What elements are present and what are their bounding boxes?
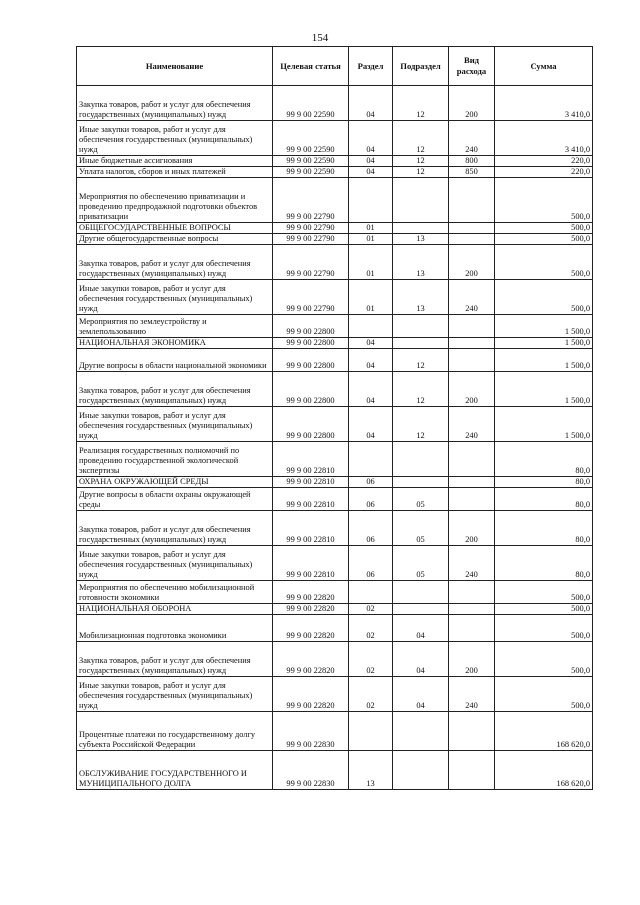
table-row — [77, 280, 593, 315]
cell-sum: 220,0 — [495, 167, 593, 178]
cell-name: Иные закупки товаров, работ и услуг для обеспечения государственных (муниципальных) нужд — [77, 546, 273, 581]
cell-sum: 1 500,0 — [495, 349, 593, 372]
cell-type — [449, 477, 495, 488]
cell-name: Закупка товаров, работ и услуг для обеспечения государственных (муниципальных) нужд — [77, 642, 273, 677]
cell-target: 99 9 00 22590 — [273, 156, 349, 167]
table-row — [77, 488, 593, 511]
cell-name: Другие вопросы в области охраны окружающей среды — [77, 488, 273, 511]
cell-subsection — [393, 751, 449, 790]
cell-sum: 500,0 — [495, 178, 593, 223]
cell-type: 200 — [449, 511, 495, 546]
cell-sum: 168 620,0 — [495, 712, 593, 751]
cell-name: Закупка товаров, работ и услуг для обеспечения государственных (муниципальных) нужд — [77, 245, 273, 280]
cell-name: ОБСЛУЖИВАНИЕ ГОСУДАРСТВЕННОГО И МУНИЦИПАЛЬНОГО ДОЛГА — [77, 751, 273, 790]
table-row — [77, 245, 593, 280]
cell-subsection: 05 — [393, 546, 449, 581]
cell-type — [449, 751, 495, 790]
cell-sum: 168 620,0 — [495, 751, 593, 790]
table-row — [77, 178, 593, 223]
cell-sum: 500,0 — [495, 280, 593, 315]
cell-section: 06 — [349, 488, 393, 511]
cell-section: 04 — [349, 156, 393, 167]
cell-subsection: 12 — [393, 86, 449, 121]
cell-section: 01 — [349, 245, 393, 280]
cell-type — [449, 615, 495, 642]
cell-name: Уплата налогов, сборов и иных платежей — [77, 167, 273, 178]
cell-subsection — [393, 477, 449, 488]
table-row — [77, 349, 593, 372]
cell-sum: 3 410,0 — [495, 121, 593, 156]
cell-sum: 3 410,0 — [495, 86, 593, 121]
cell-sum: 220,0 — [495, 156, 593, 167]
cell-subsection: 05 — [393, 488, 449, 511]
cell-sum: 500,0 — [495, 677, 593, 712]
header-sum: Сумма — [495, 47, 593, 86]
cell-target: 99 9 00 22810 — [273, 477, 349, 488]
cell-target: 99 9 00 22820 — [273, 677, 349, 712]
cell-section: 04 — [349, 338, 393, 349]
cell-target: 99 9 00 22790 — [273, 245, 349, 280]
cell-type — [449, 604, 495, 615]
cell-type: 200 — [449, 372, 495, 407]
cell-type — [449, 488, 495, 511]
table-row — [77, 86, 593, 121]
cell-subsection: 05 — [393, 511, 449, 546]
cell-name: Иные закупки товаров, работ и услуг для обеспечения государственных (муниципальных) нужд — [77, 677, 273, 712]
cell-type — [449, 349, 495, 372]
table-row — [77, 581, 593, 604]
cell-subsection: 13 — [393, 280, 449, 315]
cell-section: 04 — [349, 86, 393, 121]
cell-name: ОБЩЕГОСУДАРСТВЕННЫЕ ВОПРОСЫ — [77, 223, 273, 234]
table-row — [77, 121, 593, 156]
cell-section — [349, 442, 393, 477]
cell-type: 850 — [449, 167, 495, 178]
cell-type — [449, 315, 495, 338]
header-subsection: Подраздел — [393, 47, 449, 86]
cell-name: Мобилизационная подготовка экономики — [77, 615, 273, 642]
cell-section: 13 — [349, 751, 393, 790]
table-row — [77, 315, 593, 338]
cell-sum: 1 500,0 — [495, 372, 593, 407]
cell-sum: 500,0 — [495, 223, 593, 234]
cell-target: 99 9 00 22830 — [273, 751, 349, 790]
cell-target: 99 9 00 22810 — [273, 488, 349, 511]
cell-section: 04 — [349, 407, 393, 442]
cell-section: 06 — [349, 511, 393, 546]
cell-type: 800 — [449, 156, 495, 167]
cell-target: 99 9 00 22830 — [273, 712, 349, 751]
cell-name: Закупка товаров, работ и услуг для обеспечения государственных (муниципальных) нужд — [77, 372, 273, 407]
cell-section: 02 — [349, 642, 393, 677]
cell-target: 99 9 00 22800 — [273, 349, 349, 372]
cell-sum: 500,0 — [495, 234, 593, 245]
cell-section: 04 — [349, 349, 393, 372]
cell-type: 240 — [449, 280, 495, 315]
cell-type — [449, 178, 495, 223]
cell-target: 99 9 00 22810 — [273, 442, 349, 477]
cell-subsection — [393, 604, 449, 615]
cell-name: ОХРАНА ОКРУЖАЮЩЕЙ СРЕДЫ — [77, 477, 273, 488]
header-type: Вид расхода — [449, 47, 495, 86]
cell-name: НАЦИОНАЛЬНАЯ ЭКОНОМИКА — [77, 338, 273, 349]
cell-type: 200 — [449, 245, 495, 280]
cell-section: 02 — [349, 615, 393, 642]
cell-sum: 500,0 — [495, 642, 593, 677]
cell-type: 240 — [449, 407, 495, 442]
cell-subsection: 04 — [393, 615, 449, 642]
cell-target: 99 9 00 22820 — [273, 581, 349, 604]
cell-target: 99 9 00 22800 — [273, 407, 349, 442]
table-row — [77, 615, 593, 642]
table-row — [77, 372, 593, 407]
cell-type — [449, 712, 495, 751]
cell-section — [349, 712, 393, 751]
cell-subsection: 12 — [393, 121, 449, 156]
cell-section: 06 — [349, 546, 393, 581]
cell-type: 240 — [449, 677, 495, 712]
cell-sum: 80,0 — [495, 546, 593, 581]
cell-target: 99 9 00 22590 — [273, 121, 349, 156]
cell-section: 04 — [349, 121, 393, 156]
cell-section: 04 — [349, 167, 393, 178]
table-row — [77, 223, 593, 234]
cell-section: 01 — [349, 280, 393, 315]
cell-sum: 1 500,0 — [495, 407, 593, 442]
cell-section: 01 — [349, 223, 393, 234]
table-body — [77, 86, 593, 790]
cell-section: 06 — [349, 477, 393, 488]
table-row — [77, 511, 593, 546]
cell-subsection — [393, 315, 449, 338]
cell-target: 99 9 00 22590 — [273, 86, 349, 121]
cell-section: 04 — [349, 372, 393, 407]
cell-target: 99 9 00 22790 — [273, 280, 349, 315]
cell-type — [449, 581, 495, 604]
cell-subsection — [393, 223, 449, 234]
table-row — [77, 477, 593, 488]
table-row — [77, 156, 593, 167]
cell-name: Реализация государственных полномочий по проведению государственной экологической экспертизы — [77, 442, 273, 477]
cell-name: Иные закупки товаров, работ и услуг для обеспечения государственных (муниципальных) нужд — [77, 407, 273, 442]
cell-name: Мероприятия по землеустройству и землепользованию — [77, 315, 273, 338]
cell-type — [449, 223, 495, 234]
cell-section: 01 — [349, 234, 393, 245]
cell-name: Закупка товаров, работ и услуг для обеспечения государственных (муниципальных) нужд — [77, 511, 273, 546]
cell-name: Другие вопросы в области национальной экономики — [77, 349, 273, 372]
cell-subsection: 12 — [393, 372, 449, 407]
cell-target: 99 9 00 22820 — [273, 604, 349, 615]
cell-target: 99 9 00 22820 — [273, 642, 349, 677]
cell-name: Процентные платежи по государственному долгу субъекта Российской Федерации — [77, 712, 273, 751]
cell-sum: 80,0 — [495, 477, 593, 488]
table-row — [77, 407, 593, 442]
table-row — [77, 712, 593, 751]
table-row — [77, 677, 593, 712]
cell-subsection: 04 — [393, 677, 449, 712]
cell-subsection: 12 — [393, 407, 449, 442]
header-target: Целевая статья — [273, 47, 349, 86]
cell-type — [449, 442, 495, 477]
budget-table — [76, 46, 593, 790]
cell-sum: 80,0 — [495, 488, 593, 511]
cell-target: 99 9 00 22800 — [273, 338, 349, 349]
cell-target: 99 9 00 22810 — [273, 546, 349, 581]
table-row — [77, 167, 593, 178]
cell-target: 99 9 00 22810 — [273, 511, 349, 546]
table-row — [77, 604, 593, 615]
cell-section — [349, 178, 393, 223]
cell-target: 99 9 00 22790 — [273, 223, 349, 234]
cell-subsection: 04 — [393, 642, 449, 677]
cell-sum: 500,0 — [495, 615, 593, 642]
cell-sum: 500,0 — [495, 581, 593, 604]
cell-name: НАЦИОНАЛЬНАЯ ОБОРОНА — [77, 604, 273, 615]
cell-subsection: 12 — [393, 167, 449, 178]
table-row — [77, 442, 593, 477]
cell-type: 200 — [449, 642, 495, 677]
cell-type: 240 — [449, 121, 495, 156]
cell-target: 99 9 00 22820 — [273, 615, 349, 642]
page-number: 154 — [311, 32, 329, 44]
cell-subsection — [393, 338, 449, 349]
cell-section — [349, 315, 393, 338]
cell-type: 200 — [449, 86, 495, 121]
cell-name: Иные закупки товаров, работ и услуг для обеспечения государственных (муниципальных) нужд — [77, 280, 273, 315]
cell-sum: 1 500,0 — [495, 315, 593, 338]
cell-section: 02 — [349, 677, 393, 712]
cell-subsection: 13 — [393, 245, 449, 280]
table-row — [77, 642, 593, 677]
cell-sum: 1 500,0 — [495, 338, 593, 349]
cell-sum: 500,0 — [495, 245, 593, 280]
table-row — [77, 234, 593, 245]
cell-name: Иные бюджетные ассигнования — [77, 156, 273, 167]
cell-section: 02 — [349, 604, 393, 615]
cell-name: Другие общегосударственные вопросы — [77, 234, 273, 245]
cell-subsection: 12 — [393, 349, 449, 372]
cell-subsection — [393, 178, 449, 223]
cell-type — [449, 338, 495, 349]
cell-target: 99 9 00 22590 — [273, 167, 349, 178]
cell-subsection — [393, 712, 449, 751]
table-row — [77, 751, 593, 790]
cell-target: 99 9 00 22800 — [273, 372, 349, 407]
header-name: Наименование — [77, 47, 273, 86]
table-header-row — [77, 47, 593, 86]
cell-type: 240 — [449, 546, 495, 581]
table-row — [77, 546, 593, 581]
cell-name: Иные закупки товаров, работ и услуг для обеспечения государственных (муниципальных) нужд — [77, 121, 273, 156]
cell-name: Мероприятия по обеспечению мобилизационной готовности экономики — [77, 581, 273, 604]
cell-subsection — [393, 581, 449, 604]
cell-target: 99 9 00 22800 — [273, 315, 349, 338]
cell-sum: 500,0 — [495, 604, 593, 615]
cell-name: Закупка товаров, работ и услуг для обеспечения государственных (муниципальных) нужд — [77, 86, 273, 121]
cell-name: Мероприятия по обеспечению приватизации и проведению предпродажной подготовки объектов приватизации — [77, 178, 273, 223]
cell-subsection: 13 — [393, 234, 449, 245]
cell-type — [449, 234, 495, 245]
cell-sum: 80,0 — [495, 442, 593, 477]
cell-section — [349, 581, 393, 604]
header-section: Раздел — [349, 47, 393, 86]
cell-target: 99 9 00 22790 — [273, 178, 349, 223]
table-row — [77, 338, 593, 349]
cell-target: 99 9 00 22790 — [273, 234, 349, 245]
cell-subsection: 12 — [393, 156, 449, 167]
cell-subsection — [393, 442, 449, 477]
cell-sum: 80,0 — [495, 511, 593, 546]
